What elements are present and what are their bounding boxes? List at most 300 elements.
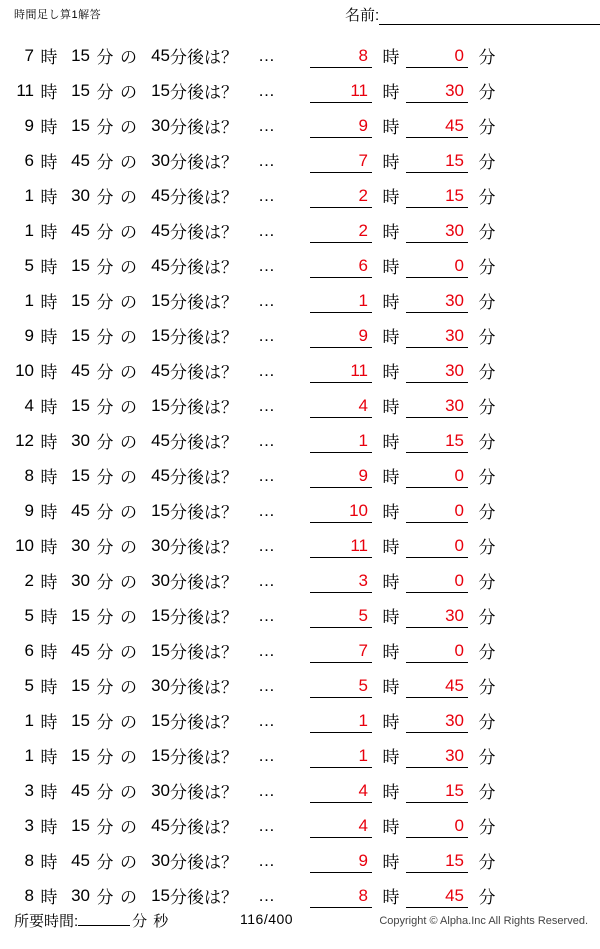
answer-minute-input[interactable]: 30: [406, 324, 468, 348]
answer-minute-input[interactable]: 30: [406, 219, 468, 243]
answer-minute-input[interactable]: 30: [406, 744, 468, 768]
question-hour: 5: [24, 255, 34, 275]
problem-question: [0, 603, 310, 628]
after-phrase: 分後は？: [170, 713, 238, 732]
copyright-notice: Copyright © Alpha.Inc All Rights Reserved.: [379, 915, 588, 927]
hour-unit: 時: [40, 188, 58, 207]
question-add-minutes: 15: [151, 325, 170, 345]
question-minute: 30: [71, 885, 90, 905]
question-add-minutes: 30: [151, 570, 170, 590]
minute-unit: 分: [96, 783, 114, 802]
of-particle: の: [120, 818, 137, 837]
leader-dots: …: [258, 255, 276, 275]
problem-row: [0, 423, 600, 458]
hour-unit: 時: [40, 223, 58, 242]
answer-minute-input[interactable]: 45: [406, 114, 468, 138]
problem-question: [0, 743, 310, 768]
question-add-minutes: 15: [151, 395, 170, 415]
question-hour: 8: [24, 850, 34, 870]
question-minute: 15: [71, 290, 90, 310]
hour-unit: 時: [40, 713, 58, 732]
question-add-minutes: 45: [151, 815, 170, 835]
answer-area: [310, 78, 502, 103]
leader-dots: …: [258, 395, 276, 415]
answer-minute-unit: 分: [478, 608, 496, 627]
answer-minute-unit: 分: [478, 223, 496, 242]
leader-dots: …: [258, 850, 276, 870]
of-particle: の: [120, 258, 137, 277]
question-minute: 15: [71, 815, 90, 835]
after-phrase: 分後は？: [170, 818, 238, 837]
answer-area: [310, 148, 502, 173]
after-phrase: 分後は？: [170, 503, 238, 522]
answer-hour-unit: 時: [382, 888, 400, 907]
leader-dots: …: [258, 430, 276, 450]
answer-area: [310, 43, 502, 68]
hour-unit: 時: [40, 258, 58, 277]
answer-hour-unit: 時: [382, 118, 400, 137]
minute-unit: 分: [96, 748, 114, 767]
problem-question: [0, 288, 310, 313]
answer-minute-input[interactable]: 0: [406, 569, 468, 593]
problem-row: [0, 598, 600, 633]
problem-row: [0, 143, 600, 178]
question-hour: 4: [24, 395, 34, 415]
question-add-minutes: 30: [151, 850, 170, 870]
answer-hour-unit: 時: [382, 678, 400, 697]
of-particle: の: [120, 363, 137, 382]
answer-hour-input[interactable]: 8: [310, 884, 372, 908]
answer-hour-input[interactable]: 9: [310, 464, 372, 488]
answer-minute-unit: 分: [478, 853, 496, 872]
answer-area: [310, 708, 502, 733]
page-count: 116/400: [240, 911, 294, 927]
minute-unit: 分: [96, 83, 114, 102]
answer-minute-input[interactable]: 30: [406, 79, 468, 103]
answer-minute-unit: 分: [478, 328, 496, 347]
answer-hour-unit: 時: [382, 853, 400, 872]
answer-hour-unit: 時: [382, 433, 400, 452]
answer-hour-unit: 時: [382, 258, 400, 277]
problem-row: [0, 248, 600, 283]
question-minute: 15: [71, 115, 90, 135]
of-particle: の: [120, 503, 137, 522]
answer-hour-input[interactable]: 2: [310, 184, 372, 208]
after-phrase: 分後は？: [170, 888, 238, 907]
answer-minute-unit: 分: [478, 678, 496, 697]
problem-question: [0, 848, 310, 873]
answer-hour-input[interactable]: 1: [310, 744, 372, 768]
of-particle: の: [120, 118, 137, 137]
minute-unit: 分: [96, 328, 114, 347]
answer-minute-input[interactable]: 0: [406, 534, 468, 558]
answer-hour-unit: 時: [382, 573, 400, 592]
problem-row: [0, 738, 600, 773]
problem-row: [0, 108, 600, 143]
leader-dots: …: [258, 780, 276, 800]
question-hour: 1: [24, 220, 34, 240]
answer-minute-input[interactable]: 45: [406, 674, 468, 698]
problem-question: [0, 218, 310, 243]
elapsed-minutes-input[interactable]: [78, 909, 130, 926]
answer-area: [310, 218, 502, 243]
answer-minute-input[interactable]: 30: [406, 604, 468, 628]
after-phrase: 分後は？: [170, 398, 238, 417]
answer-minute-input[interactable]: 30: [406, 289, 468, 313]
answer-area: [310, 463, 502, 488]
question-minute: 15: [71, 745, 90, 765]
answer-hour-unit: 時: [382, 363, 400, 382]
answer-hour-input[interactable]: 6: [310, 254, 372, 278]
answer-minute-input[interactable]: 15: [406, 849, 468, 873]
answer-minute-input[interactable]: 15: [406, 149, 468, 173]
minute-unit: 分: [96, 678, 114, 697]
leader-dots: …: [258, 710, 276, 730]
answer-hour-unit: 時: [382, 783, 400, 802]
minute-unit: 分: [96, 713, 114, 732]
leader-dots: …: [258, 150, 276, 170]
problem-question: [0, 533, 310, 558]
after-phrase: 分後は？: [170, 223, 238, 242]
minute-unit: 分: [96, 433, 114, 452]
elapsed-seconds-unit: 秒: [153, 913, 169, 930]
question-minute: 15: [71, 675, 90, 695]
answer-area: [310, 323, 502, 348]
problem-question: [0, 148, 310, 173]
after-phrase: 分後は？: [170, 153, 238, 172]
of-particle: の: [120, 748, 137, 767]
answer-area: [310, 358, 502, 383]
question-minute: 45: [71, 850, 90, 870]
answer-minute-input[interactable]: 45: [406, 884, 468, 908]
answer-area: [310, 288, 502, 313]
problem-question: [0, 78, 310, 103]
leader-dots: …: [258, 115, 276, 135]
question-hour: 1: [24, 290, 34, 310]
problem-question: [0, 778, 310, 803]
question-minute: 45: [71, 220, 90, 240]
question-add-minutes: 45: [151, 45, 170, 65]
answer-hour-input[interactable]: 3: [310, 569, 372, 593]
question-hour: 9: [24, 115, 34, 135]
answer-minute-unit: 分: [478, 468, 496, 487]
answer-minute-unit: 分: [478, 363, 496, 382]
hour-unit: 時: [40, 888, 58, 907]
elapsed-time-field: [14, 909, 172, 931]
answer-hour-unit: 時: [382, 748, 400, 767]
answer-hour-unit: 時: [382, 153, 400, 172]
answer-hour-unit: 時: [382, 223, 400, 242]
answer-minute-input[interactable]: 30: [406, 359, 468, 383]
page-footer: [0, 903, 600, 943]
question-minute: 15: [71, 325, 90, 345]
question-add-minutes: 45: [151, 255, 170, 275]
leader-dots: …: [258, 885, 276, 905]
question-hour: 8: [24, 885, 34, 905]
answer-hour-input[interactable]: 4: [310, 814, 372, 838]
question-add-minutes: 15: [151, 500, 170, 520]
answer-minute-input[interactable]: 15: [406, 184, 468, 208]
of-particle: の: [120, 223, 137, 242]
question-hour: 6: [24, 640, 34, 660]
answer-minute-unit: 分: [478, 48, 496, 67]
question-hour: 2: [24, 570, 34, 590]
answer-minute-input[interactable]: 0: [406, 464, 468, 488]
answer-hour-input[interactable]: 4: [310, 394, 372, 418]
question-minute: 45: [71, 150, 90, 170]
question-add-minutes: 30: [151, 150, 170, 170]
problem-question: [0, 498, 310, 523]
question-hour: 1: [24, 745, 34, 765]
of-particle: の: [120, 468, 137, 487]
answer-hour-input[interactable]: 5: [310, 604, 372, 628]
question-add-minutes: 45: [151, 220, 170, 240]
problem-question: [0, 428, 310, 453]
question-minute: 30: [71, 535, 90, 555]
of-particle: の: [120, 398, 137, 417]
of-particle: の: [120, 83, 137, 102]
hour-unit: 時: [40, 608, 58, 627]
hour-unit: 時: [40, 293, 58, 312]
answer-minute-input[interactable]: 0: [406, 44, 468, 68]
minute-unit: 分: [96, 153, 114, 172]
question-hour: 10: [15, 535, 34, 555]
answer-area: [310, 673, 502, 698]
answer-hour-unit: 時: [382, 503, 400, 522]
answer-hour-input[interactable]: 9: [310, 114, 372, 138]
answer-minute-input[interactable]: 0: [406, 254, 468, 278]
leader-dots: …: [258, 185, 276, 205]
question-hour: 1: [24, 185, 34, 205]
answer-area: [310, 638, 502, 663]
answer-hour-input[interactable]: 1: [310, 289, 372, 313]
problem-list: [0, 38, 600, 913]
question-add-minutes: 15: [151, 80, 170, 100]
hour-unit: 時: [40, 538, 58, 557]
answer-minute-input[interactable]: 0: [406, 814, 468, 838]
problem-row: [0, 38, 600, 73]
answer-hour-input[interactable]: 1: [310, 429, 372, 453]
minute-unit: 分: [96, 643, 114, 662]
answer-minute-unit: 分: [478, 818, 496, 837]
answer-minute-input[interactable]: 0: [406, 639, 468, 663]
problem-row: [0, 528, 600, 563]
minute-unit: 分: [96, 398, 114, 417]
answer-area: [310, 428, 502, 453]
leader-dots: …: [258, 80, 276, 100]
hour-unit: 時: [40, 153, 58, 172]
page-title: 時間足し算1解答: [14, 9, 102, 21]
minute-unit: 分: [96, 118, 114, 137]
question-minute: 45: [71, 360, 90, 380]
leader-dots: …: [258, 815, 276, 835]
problem-question: [0, 183, 310, 208]
question-minute: 15: [71, 45, 90, 65]
after-phrase: 分後は？: [170, 188, 238, 207]
answer-minute-unit: 分: [478, 748, 496, 767]
of-particle: の: [120, 188, 137, 207]
name-label: 名前:: [345, 7, 380, 24]
name-input-line[interactable]: [379, 7, 600, 25]
hour-unit: 時: [40, 643, 58, 662]
answer-hour-input[interactable]: 9: [310, 849, 372, 873]
answer-minute-unit: 分: [478, 83, 496, 102]
minute-unit: 分: [96, 818, 114, 837]
question-minute: 45: [71, 640, 90, 660]
of-particle: の: [120, 293, 137, 312]
minute-unit: 分: [96, 258, 114, 277]
question-add-minutes: 45: [151, 185, 170, 205]
answer-hour-unit: 時: [382, 398, 400, 417]
problem-question: [0, 253, 310, 278]
of-particle: の: [120, 48, 137, 67]
problem-row: [0, 703, 600, 738]
hour-unit: 時: [40, 468, 58, 487]
answer-hour-input[interactable]: 11: [310, 359, 372, 383]
answer-hour-input[interactable]: 11: [310, 534, 372, 558]
leader-dots: …: [258, 675, 276, 695]
of-particle: の: [120, 573, 137, 592]
problem-row: [0, 73, 600, 108]
answer-minute-unit: 分: [478, 573, 496, 592]
problem-question: [0, 638, 310, 663]
answer-minute-input[interactable]: 15: [406, 779, 468, 803]
after-phrase: 分後は？: [170, 678, 238, 697]
minute-unit: 分: [96, 223, 114, 242]
question-hour: 9: [24, 325, 34, 345]
answer-minute-unit: 分: [478, 643, 496, 662]
question-minute: 45: [71, 500, 90, 520]
answer-hour-unit: 時: [382, 48, 400, 67]
after-phrase: 分後は？: [170, 538, 238, 557]
of-particle: の: [120, 783, 137, 802]
minute-unit: 分: [96, 538, 114, 557]
answer-minute-unit: 分: [478, 503, 496, 522]
answer-hour-unit: 時: [382, 83, 400, 102]
answer-minute-input[interactable]: 30: [406, 709, 468, 733]
answer-hour-input[interactable]: 4: [310, 779, 372, 803]
hour-unit: 時: [40, 363, 58, 382]
answer-area: [310, 568, 502, 593]
answer-area: [310, 183, 502, 208]
answer-hour-input[interactable]: 7: [310, 149, 372, 173]
problem-row: [0, 178, 600, 213]
answer-area: [310, 778, 502, 803]
page-header: [0, 0, 600, 34]
problem-row: [0, 773, 600, 808]
answer-area: [310, 848, 502, 873]
answer-minute-input[interactable]: 30: [406, 394, 468, 418]
minute-unit: 分: [96, 503, 114, 522]
hour-unit: 時: [40, 433, 58, 452]
answer-area: [310, 813, 502, 838]
answer-hour-unit: 時: [382, 713, 400, 732]
problem-row: [0, 458, 600, 493]
answer-hour-input[interactable]: 1: [310, 709, 372, 733]
elapsed-minutes-unit: 分: [132, 913, 148, 930]
after-phrase: 分後は？: [170, 363, 238, 382]
question-hour: 8: [24, 465, 34, 485]
minute-unit: 分: [96, 573, 114, 592]
problem-question: [0, 358, 310, 383]
problem-row: [0, 493, 600, 528]
answer-hour-input[interactable]: 8: [310, 44, 372, 68]
answer-hour-unit: 時: [382, 818, 400, 837]
answer-minute-unit: 分: [478, 188, 496, 207]
answer-minute-input[interactable]: 0: [406, 499, 468, 523]
problem-row: [0, 843, 600, 878]
answer-minute-unit: 分: [478, 783, 496, 802]
problem-row: [0, 318, 600, 353]
after-phrase: 分後は？: [170, 118, 238, 137]
question-add-minutes: 15: [151, 745, 170, 765]
answer-area: [310, 393, 502, 418]
answer-hour-unit: 時: [382, 608, 400, 627]
problem-row: [0, 353, 600, 388]
question-minute: 15: [71, 605, 90, 625]
question-hour: 5: [24, 605, 34, 625]
answer-hour-unit: 時: [382, 538, 400, 557]
answer-area: [310, 533, 502, 558]
question-minute: 15: [71, 710, 90, 730]
answer-hour-input[interactable]: 7: [310, 639, 372, 663]
answer-hour-input[interactable]: 10: [310, 499, 372, 523]
problem-row: [0, 633, 600, 668]
problem-row: [0, 808, 600, 843]
question-hour: 10: [15, 360, 34, 380]
name-field-area: [345, 4, 600, 25]
question-hour: 7: [24, 45, 34, 65]
answer-hour-input[interactable]: 2: [310, 219, 372, 243]
question-add-minutes: 30: [151, 535, 170, 555]
after-phrase: 分後は？: [170, 83, 238, 102]
answer-minute-input[interactable]: 15: [406, 429, 468, 453]
question-hour: 6: [24, 150, 34, 170]
answer-area: [310, 113, 502, 138]
minute-unit: 分: [96, 608, 114, 627]
of-particle: の: [120, 713, 137, 732]
answer-hour-unit: 時: [382, 468, 400, 487]
after-phrase: 分後は？: [170, 748, 238, 767]
hour-unit: 時: [40, 748, 58, 767]
answer-hour-unit: 時: [382, 328, 400, 347]
answer-hour-input[interactable]: 11: [310, 79, 372, 103]
leader-dots: …: [258, 325, 276, 345]
hour-unit: 時: [40, 853, 58, 872]
leader-dots: …: [258, 535, 276, 555]
question-add-minutes: 30: [151, 115, 170, 135]
answer-minute-unit: 分: [478, 398, 496, 417]
of-particle: の: [120, 853, 137, 872]
elapsed-time-label: 所要時間:: [14, 913, 79, 930]
hour-unit: 時: [40, 573, 58, 592]
after-phrase: 分後は？: [170, 853, 238, 872]
answer-hour-unit: 時: [382, 188, 400, 207]
answer-hour-input[interactable]: 5: [310, 674, 372, 698]
question-minute: 15: [71, 465, 90, 485]
of-particle: の: [120, 608, 137, 627]
hour-unit: 時: [40, 503, 58, 522]
question-add-minutes: 30: [151, 675, 170, 695]
after-phrase: 分後は？: [170, 258, 238, 277]
question-add-minutes: 45: [151, 430, 170, 450]
question-hour: 3: [24, 815, 34, 835]
after-phrase: 分後は？: [170, 783, 238, 802]
answer-minute-unit: 分: [478, 433, 496, 452]
after-phrase: 分後は？: [170, 643, 238, 662]
answer-hour-input[interactable]: 9: [310, 324, 372, 348]
question-minute: 15: [71, 395, 90, 415]
